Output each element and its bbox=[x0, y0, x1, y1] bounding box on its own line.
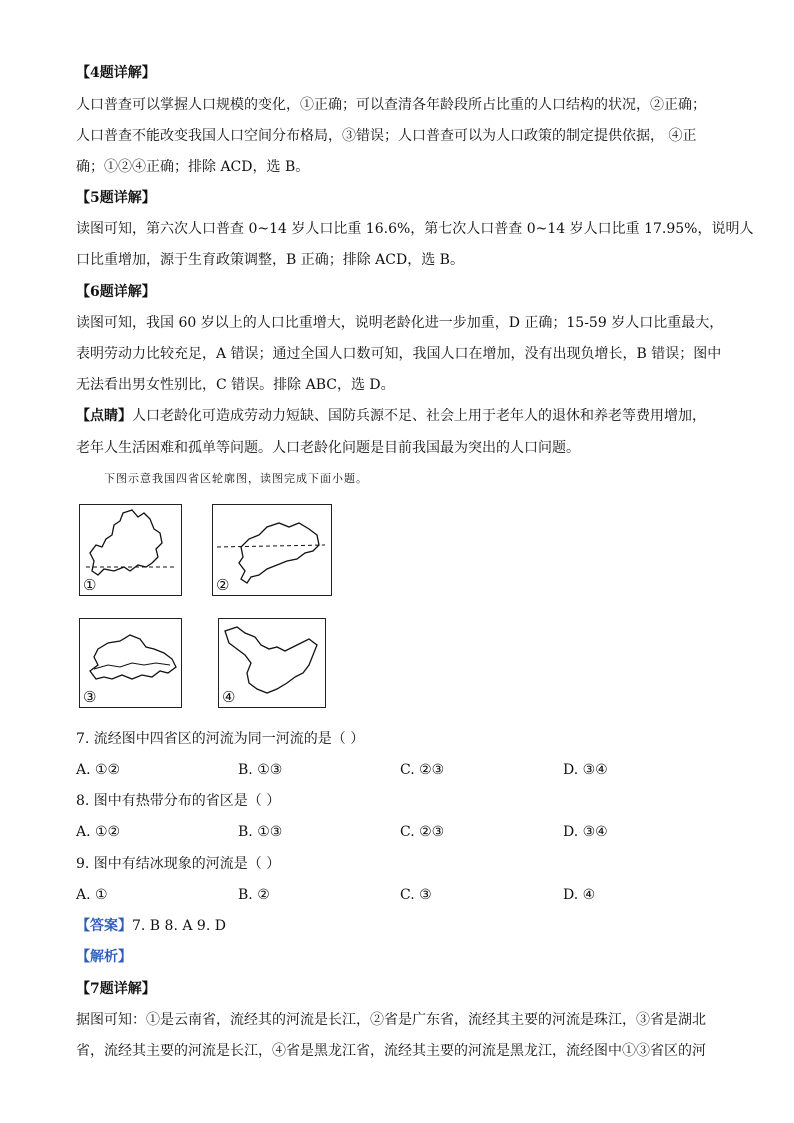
q8-option-d: D. ③④ bbox=[563, 824, 608, 840]
section4-heading: 【4题详解】 bbox=[76, 65, 156, 81]
answer-text: 7. B 8. A 9. D bbox=[132, 918, 226, 934]
q9-option-d: D. ④ bbox=[563, 887, 596, 903]
province-map-4 bbox=[218, 618, 326, 708]
answer-line bbox=[76, 916, 226, 936]
guangdong-outline-icon bbox=[213, 505, 331, 595]
province-map-3 bbox=[79, 618, 182, 708]
map-3-label: ③ bbox=[83, 688, 97, 706]
analysis-tag: 【解析】 bbox=[76, 949, 132, 965]
question-7-stem: 7. 流经图中四省区的河流为同一河流的是（ ） bbox=[76, 731, 365, 747]
q7-option-b: B. ①③ bbox=[238, 762, 283, 778]
section7-heading: 【7题详解】 bbox=[76, 981, 156, 997]
q8-option-b: B. ①③ bbox=[238, 824, 283, 840]
section5-line-2: 口比重增加，源于生育政策调整，B 正确；排除 ACD，选 B。 bbox=[76, 252, 464, 268]
section5-heading: 【5题详解】 bbox=[76, 190, 156, 206]
highlight-line-1 bbox=[76, 406, 706, 426]
map-1-label: ① bbox=[83, 576, 97, 594]
section6-line-2: 表明劳动力比较充足，A 错误；通过全国人口数可知，我国人口在增加，没有出现负增长，B 错误；图中 bbox=[76, 346, 722, 362]
question-9-stem: 9. 图中有结冰现象的河流是（ ） bbox=[76, 856, 281, 872]
q9-option-b: B. ② bbox=[238, 887, 270, 903]
highlight-line-2: 老年人生活困难和孤单等问题。人口老龄化问题是目前我国最为突出的人口问题。 bbox=[76, 440, 580, 456]
highlight-tag: 【点睛】 bbox=[76, 408, 132, 424]
q7-option-a: A. ①② bbox=[76, 762, 121, 778]
section6-heading: 【6题详解】 bbox=[76, 284, 156, 300]
section6-line-1: 读图可知，我国 60 岁以上的人口比重增大，说明老龄化进一步加重，D 正确；15-59 岁人口比重最大， bbox=[76, 315, 724, 331]
q9-option-a: A. ① bbox=[76, 887, 108, 903]
section5-line-1: 读图可知，第六次人口普查 0~14 岁人口比重 16.6%，第七次人口普查 0~14 岁人口比重 17.95%，说明人 bbox=[76, 221, 754, 237]
section7-line-2: 省，流经其主要的河流是长江，④省是黑龙江省，流经其主要的河流是黑龙江，流经图中①③省区的河 bbox=[76, 1043, 706, 1059]
province-map-1 bbox=[79, 504, 182, 596]
highlight-text-1: 人口老龄化可造成劳动力短缺、国防兵源不足、社会上用于老年人的退休和养老等费用增加， bbox=[132, 408, 706, 424]
answer-tag: 【答案】 bbox=[76, 918, 132, 934]
q8-option-c: C. ②③ bbox=[400, 824, 445, 840]
map-intro: 下图示意我国四省区轮廓图，读图完成下面小题。 bbox=[104, 472, 368, 485]
q7-option-d: D. ③④ bbox=[563, 762, 608, 778]
section4-line-1: 人口普查可以掌握人口规模的变化，①正确；可以查清各年龄段所占比重的人口结构的状况，②正确； bbox=[76, 97, 706, 113]
q7-option-c: C. ②③ bbox=[400, 762, 445, 778]
map-2-label: ② bbox=[216, 576, 230, 594]
section4-line-2: 人口普查不能改变我国人口空间分布格局，③错误；人口普查可以为人口政策的制定提供依据， ④正 bbox=[76, 128, 697, 144]
section4-line-3: 确；①②④正确；排除 ACD，选 B。 bbox=[76, 159, 310, 175]
section7-line-1: 据图可知：①是云南省，流经其的河流是长江，②省是广东省，流经其主要的河流是珠江，③省是湖北 bbox=[76, 1012, 706, 1028]
q8-option-a: A. ①② bbox=[76, 824, 121, 840]
question-8-stem: 8. 图中有热带分布的省区是（ ） bbox=[76, 793, 281, 809]
province-map-2 bbox=[212, 504, 332, 596]
map-4-label: ④ bbox=[222, 688, 236, 706]
q9-option-c: C. ③ bbox=[400, 887, 432, 903]
section6-line-3: 无法看出男女性别比，C 错误。排除 ABC，选 D。 bbox=[76, 377, 395, 393]
